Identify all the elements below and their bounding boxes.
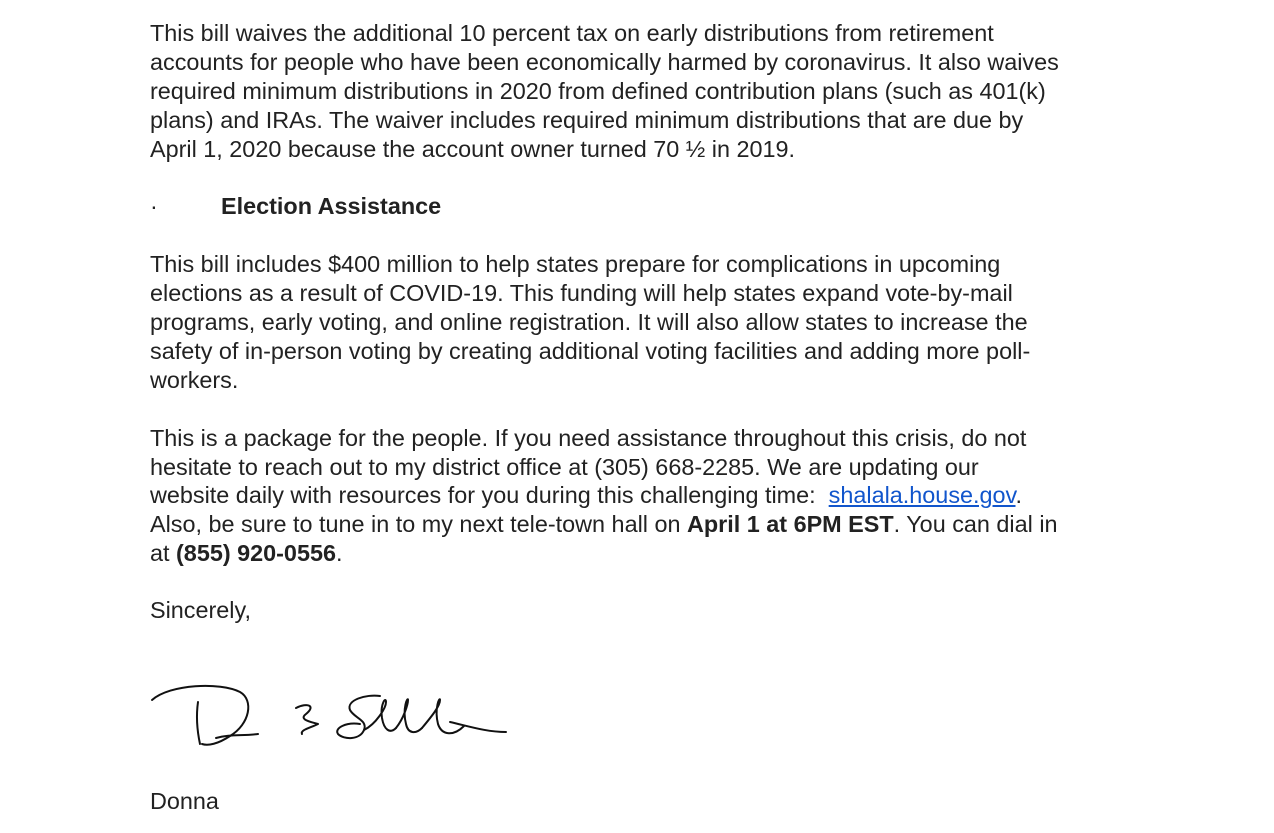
retirement-paragraph — [150, 19, 1140, 164]
election-paragraph — [150, 250, 1140, 395]
paragraph-line — [150, 481, 1140, 510]
bullet-heading-row — [150, 192, 1140, 221]
website-text: website daily with resources for you during this challenging time: — [150, 482, 829, 509]
dial-in-number: (855) 920-0556 — [176, 540, 336, 567]
townhall-time: April 1 at 6PM EST — [686, 511, 894, 538]
spacer — [150, 164, 1140, 193]
spacer — [150, 395, 1140, 424]
at-text: at — [150, 540, 177, 567]
closing-salutation: Sincerely, — [150, 597, 251, 623]
dial-text: . You can dial in — [893, 511, 1058, 538]
section-heading: Election Assistance — [221, 193, 442, 220]
contact-paragraph — [150, 424, 1140, 569]
paragraph-line: programs, early voting, and online registration. It will also allow states to increase the — [150, 309, 1028, 336]
paragraph-line: This bill waives the additional 10 percent tax on early distributions from retirement — [150, 20, 994, 46]
townhall-text: Also, be sure to tune in to my next tele-town hall on — [150, 511, 687, 538]
paragraph-line: plans) and IRAs. The waiver includes required minimum distributions that are due by — [150, 106, 1024, 133]
paragraph-line: safety of in-person voting by creating additional voting facilities and adding more poll- — [150, 337, 1031, 364]
paragraph-line — [150, 539, 1140, 568]
letter-body — [150, 19, 1140, 568]
paragraph-line: This bill includes $400 million to help states prepare for complications in upcoming — [150, 251, 1001, 278]
paragraph-line: April 1, 2020 because the account owner turned 70 ½ in 2019. — [150, 135, 795, 162]
spacer — [150, 221, 1140, 250]
paragraph-line: This is a package for the people. If you need assistance throughout this crisis, do not — [150, 424, 1027, 451]
paragraph-line: accounts for people who have been economically harmed by coronavirus. It also waives — [150, 48, 1059, 75]
paragraph-line: workers. — [150, 366, 239, 393]
signer-name: Donna — [150, 788, 219, 814]
paragraph-line: required minimum distributions in 2020 from defined contribution plans (such as 401(k) — [150, 77, 1046, 104]
website-link[interactable]: shalala.house.gov — [828, 482, 1016, 509]
bullet-icon: · — [150, 193, 158, 220]
period: . — [335, 540, 343, 567]
period: . — [1015, 482, 1022, 509]
paragraph-line — [150, 510, 1140, 539]
paragraph-line: hesitate to reach out to my district office at (305) 668-2285. We are updating our — [150, 453, 979, 480]
paragraph-line: elections as a result of COVID-19. This funding will help states expand vote-by-mail — [150, 280, 1013, 307]
handwritten-signature — [150, 678, 520, 758]
